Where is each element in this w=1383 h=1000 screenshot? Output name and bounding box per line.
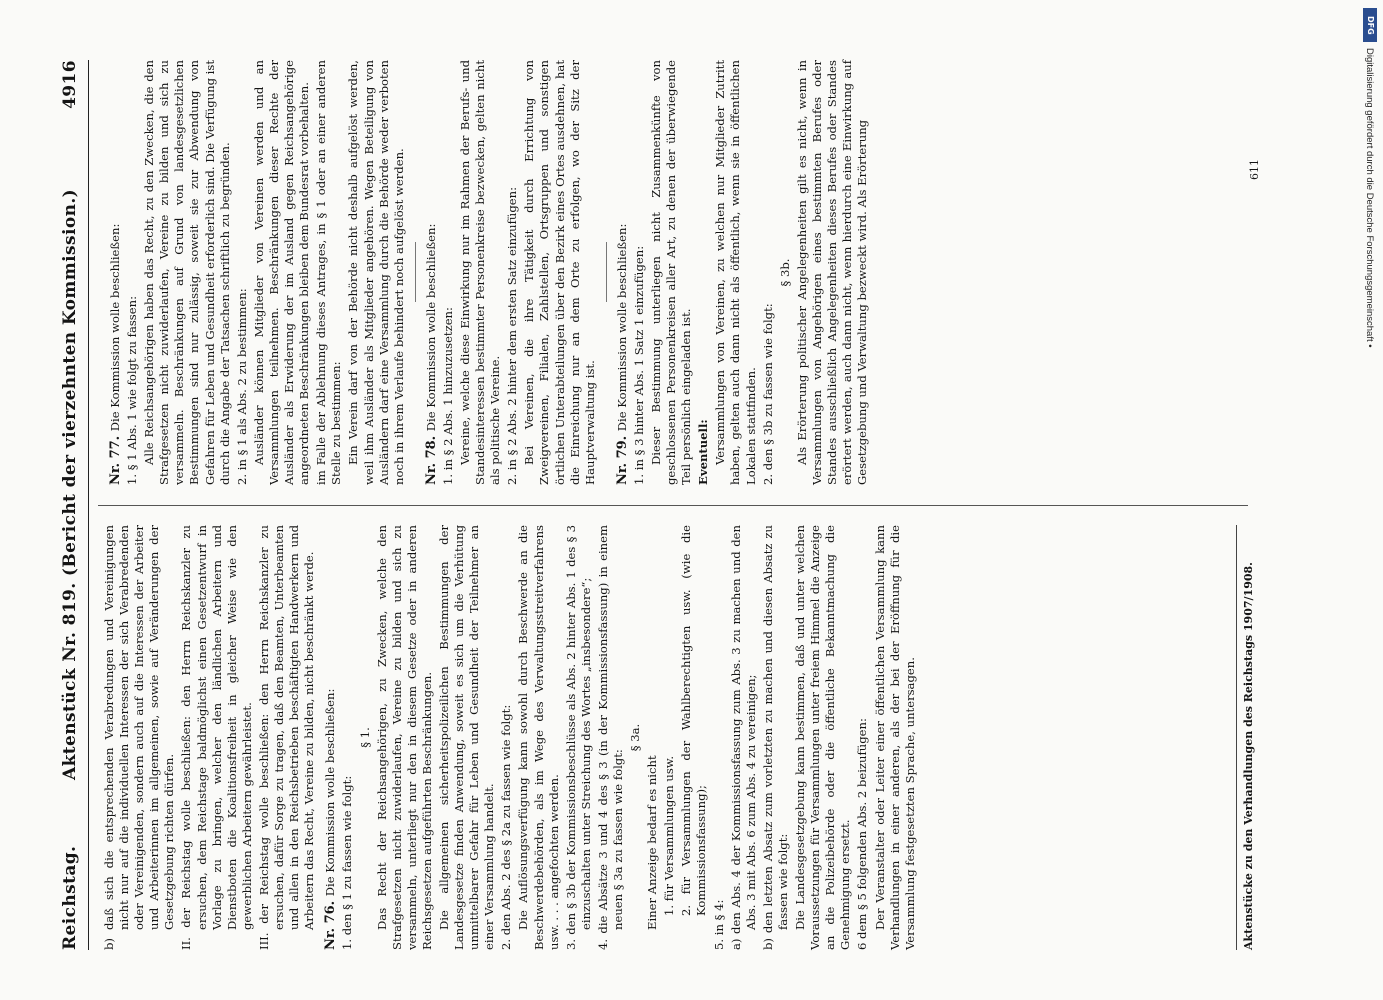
section-intro: Die Kommission wolle beschließen: xyxy=(423,223,438,432)
text-paragraph: II. der Reichstag wolle beschließen: den Herrn Reichskanzler zu ersuchen, dem Reichstage baldmöglichst einen Gesetzentwurf in Vorlage zu bringen, welcher den ländlichen Arbeitern und Dienstboten die Koalitionsfreiheit in gleicher Weise wie den gewerblichen Arbeitern gewährleistet. xyxy=(179,525,254,950)
section-number: Nr. 79. xyxy=(614,435,630,485)
text-paragraph: b) den letzten Absatz zum vorletzten zu machen und diesen Absatz zu fassen wie folgt: xyxy=(760,525,790,950)
page-number: 611 xyxy=(1248,159,1261,180)
header-page-number: 4916 xyxy=(60,60,80,109)
dfg-logo-icon: DFG xyxy=(1363,8,1377,42)
text-paragraph: Vereine, welche diese Einwirkung nur im Rahmen der Berufs- und Standesinteressen bestimmter Personenkreise bezwecken, gelten nicht als politische Vereine. xyxy=(457,60,503,485)
section-separator xyxy=(606,243,607,303)
side-credit-strip xyxy=(1362,8,1380,998)
section-separator xyxy=(415,243,416,303)
text-paragraph: Eventuell: xyxy=(696,419,711,485)
text-paragraph: 4. die Absätze 3 und 4 des § 3 (in der Kommissionsfassung) in einem neuen § 3a zu fassen wie folgt: xyxy=(595,525,625,950)
text-paragraph: Die Auflösungsverfügung kann sowohl durch Beschwerde an die Beschwerdebehörden, als im Wege des Verwaltungsstreitverfahrens usw. . . . angefochten werden. xyxy=(516,525,561,950)
text-paragraph: Alle Reichsangehörigen haben das Recht, zu den Zwecken, die den Strafgesetzen nicht zuwiderlaufen, Vereine zu bilden und sich zu versammeln. Beschränkungen auf Grund von landesgesetzlichen Bestimmungen sind nur zulässig, soweit sie zur Abwendung von Gefahren für Leben und Gesundheit erforderlich sind. Die Verfügung ist durch die Angabe der Tatsachen schriftlich zu begründen. xyxy=(142,60,232,485)
footer-note: Aktenstücke zu den Verhandlungen des Reichstags 1907/1908. xyxy=(1242,562,1255,950)
text-paragraph: Dieser Bestimmung unterliegen nicht Zusammenkünfte von geschlossenen Personenkreisen aller Art, zu denen der überwiegende Teil persönlich eingeladen ist. xyxy=(649,60,694,485)
digitization-credit: Digitalisierung gefördert durch die Deutsche Forschungsgemeinschaft • xyxy=(1364,48,1375,348)
page-header xyxy=(58,60,88,950)
header-left: Reichstag. xyxy=(60,845,80,950)
text-paragraph: 1. in § 2 Abs. 1 hinzuzusetzen: xyxy=(440,307,455,485)
text-paragraph: b) daß sich die entsprechenden Verabredungen und Vereinigungen nicht nur auf die individuellen Interessen der sich Verabredenden oder Vereinigenden, sondern auch auf die Interessen der Arbeiter und Arbeiterinnen im allgemeinen, sowie auf Veränderungen der Gesetzgebung richten dürfen. xyxy=(102,525,177,950)
text-paragraph: im Falle der Ablehnung dieses Antrages, in § 1 oder an einer anderen Stelle zu bestimmen: xyxy=(314,60,344,485)
text-paragraph: Einer Anzeige bedarf es nicht xyxy=(645,755,660,930)
text-paragraph: 2. in § 1 als Abs. 2 zu bestimmen: xyxy=(234,288,249,485)
text-paragraph: 5. in § 4: xyxy=(711,899,726,950)
text-paragraph: 1. den § 1 zu fassen wie folgt: xyxy=(340,775,355,950)
text-paragraph: 2. für Versammlungen der Wahlberechtigten usw. (wie die Kommissionsfassung); xyxy=(679,525,709,916)
text-paragraph: Als Erörterung politischer Angelegenheiten gilt es nicht, wenn in Versammlungen von Angehörigen eines bestimmten Berufes oder Standes ausschließlich Angelegenheiten dieses Berufes oder Standes erörtert werden, auch dann nicht, wenn hierdurch eine Einwirkung auf Gesetzgebung und Verwaltung bezweckt wird. Als Erörterung xyxy=(794,60,870,485)
text-paragraph: 1. § 1 Abs. 1 wie folgt zu fassen: xyxy=(125,296,140,485)
section-number: Nr. 77. xyxy=(108,435,123,485)
header-rule xyxy=(88,60,89,950)
text-paragraph: Das Recht der Reichsangehörigen, zu Zwecken, welche den Strafgesetzen nicht zuwiderlaufen, Vereine zu bilden und sich zu versammeln, unterliegt nur den in diesem Gesetze oder in anderen Reichsgesetzen aufgeführten Beschränkungen. xyxy=(374,525,434,950)
text-paragraph: 6 dem § 5 folgenden Abs. 2 beizufügen: xyxy=(855,718,870,950)
text-paragraph: III. der Reichstag wolle beschließen: den Herrn Reichskanzler zu ersuchen, dafür Sorge zu tragen, daß den Beamten, Unterbeamten und allen in den Reichsbetrieben beschäftigten Handwerkern und Arbeitern das Recht, Vereine zu bilden, nicht beschränkt werde. xyxy=(256,525,317,950)
right-column xyxy=(102,60,872,485)
column-divider xyxy=(98,505,1248,506)
header-title: Aktenstück Nr. 819. (Bericht der vierzehnten Kommission.) xyxy=(60,188,80,780)
section-heading xyxy=(424,60,439,485)
text-paragraph: Versammlungen von Vereinen, zu welchen nur Mitglieder Zutritt haben, gelten auch dann nicht als öffentlich, wenn sie in öffentlichen Lokalen stattfinden. xyxy=(713,60,758,485)
section-heading xyxy=(615,60,630,485)
text-paragraph: 2. in § 2 Abs. 2 hinter dem ersten Satz einzufügen: xyxy=(505,186,520,485)
text-paragraph: § 1. xyxy=(357,727,372,748)
text-paragraph: a) den Abs. 4 der Kommissionsfassung zum Abs. 3 zu machen und den Abs. 3 mit Abs. 6 zum Abs. 4 zu vereinigen; xyxy=(728,525,758,950)
text-paragraph: Ein Verein darf von der Behörde nicht deshalb aufgelöst werden, weil ihm Ausländer als Mitglieder angehören. Wegen Beteiligung von Ausländern darf eine Versammlung durch die Behörde weder verboten noch in ihrem Verlaufe behindert noch aufgelöst werden. xyxy=(346,60,406,485)
text-paragraph: 3. den § 3b der Kommissionsbeschlüsse als Abs. 2 hinter Abs. 1 des § 3 einzuschalten unter Streichung des Wortes „insbesondere“; xyxy=(563,525,593,950)
text-paragraph: § 3b. xyxy=(777,258,792,287)
section-intro: Die Kommission wolle beschließen: xyxy=(614,223,629,432)
text-paragraph: Bei Vereinen, die ihre Tätigkeit durch Errichtung von Zweigvereinen, Filialen, Zahlstellen, Ortsgruppen und sonstigen örtlichen Unterabteilungen über den Bezirk eines Ortes ausdehnen, hat die Einreichung nur an dem Orte zu erfolgen, wo der Sitz der Hauptverwaltung ist. xyxy=(522,60,597,485)
section-intro: Die Kommission wolle beschließen: xyxy=(323,688,338,897)
text-paragraph: Ausländer können Mitglieder von Vereinen werden und an Versammlungen teilnehmen. Beschränkungen dieser Rechte der Ausländer als Erwiderung der im Ausland gegen Reichsangehörige angeordneten Beschränkungen bleiben dem Bundesrat vorbehalten. xyxy=(251,60,312,485)
text-paragraph: Die allgemeinen sicherheitspolizeilichen Bestimmungen der Landesgesetze finden Anwendung, soweit es sich um die Verhütung unmittelbarer Gefahr für Leben und Gesundheit der Teilnehmer an einer Versammlung handelt. xyxy=(436,525,497,950)
section-heading xyxy=(108,60,123,485)
section-number: Nr. 78. xyxy=(423,435,439,485)
section-intro: Die Kommission wolle beschließen: xyxy=(108,223,122,432)
section-number: Nr. 76. xyxy=(323,900,339,950)
text-paragraph: Der Veranstalter oder Leiter einer öffentlichen Versammlung kann Verhandlungen in einer anderen, als der bei der Eröffnung für die Versammlung festgesetzten Sprache, untersagen. xyxy=(872,525,917,950)
document-sheet xyxy=(58,60,1328,950)
left-column xyxy=(102,525,920,950)
text-paragraph: § 3a. xyxy=(628,723,643,752)
text-paragraph: 2. den § 3b zu fassen wie folgt: xyxy=(760,303,775,485)
section-heading xyxy=(323,525,338,950)
text-paragraph: 1. in § 3 hinter Abs. 1 Satz 1 einzufügen: xyxy=(631,245,646,485)
text-paragraph: 2. den Abs. 2 des § 2a zu fassen wie folgt: xyxy=(499,704,514,950)
text-paragraph: 1. für Versammlungen usw. xyxy=(662,755,677,916)
footer-rule xyxy=(1236,525,1237,950)
text-paragraph: Die Landesgesetzgebung kann bestimmen, daß und unter welchen Voraussetzungen für Versammlungen unter freiem Himmel die Anzeige an die Polizeibehörde oder die öffentliche Bekanntmachung die Genehmigung ersetzt. xyxy=(793,525,853,950)
